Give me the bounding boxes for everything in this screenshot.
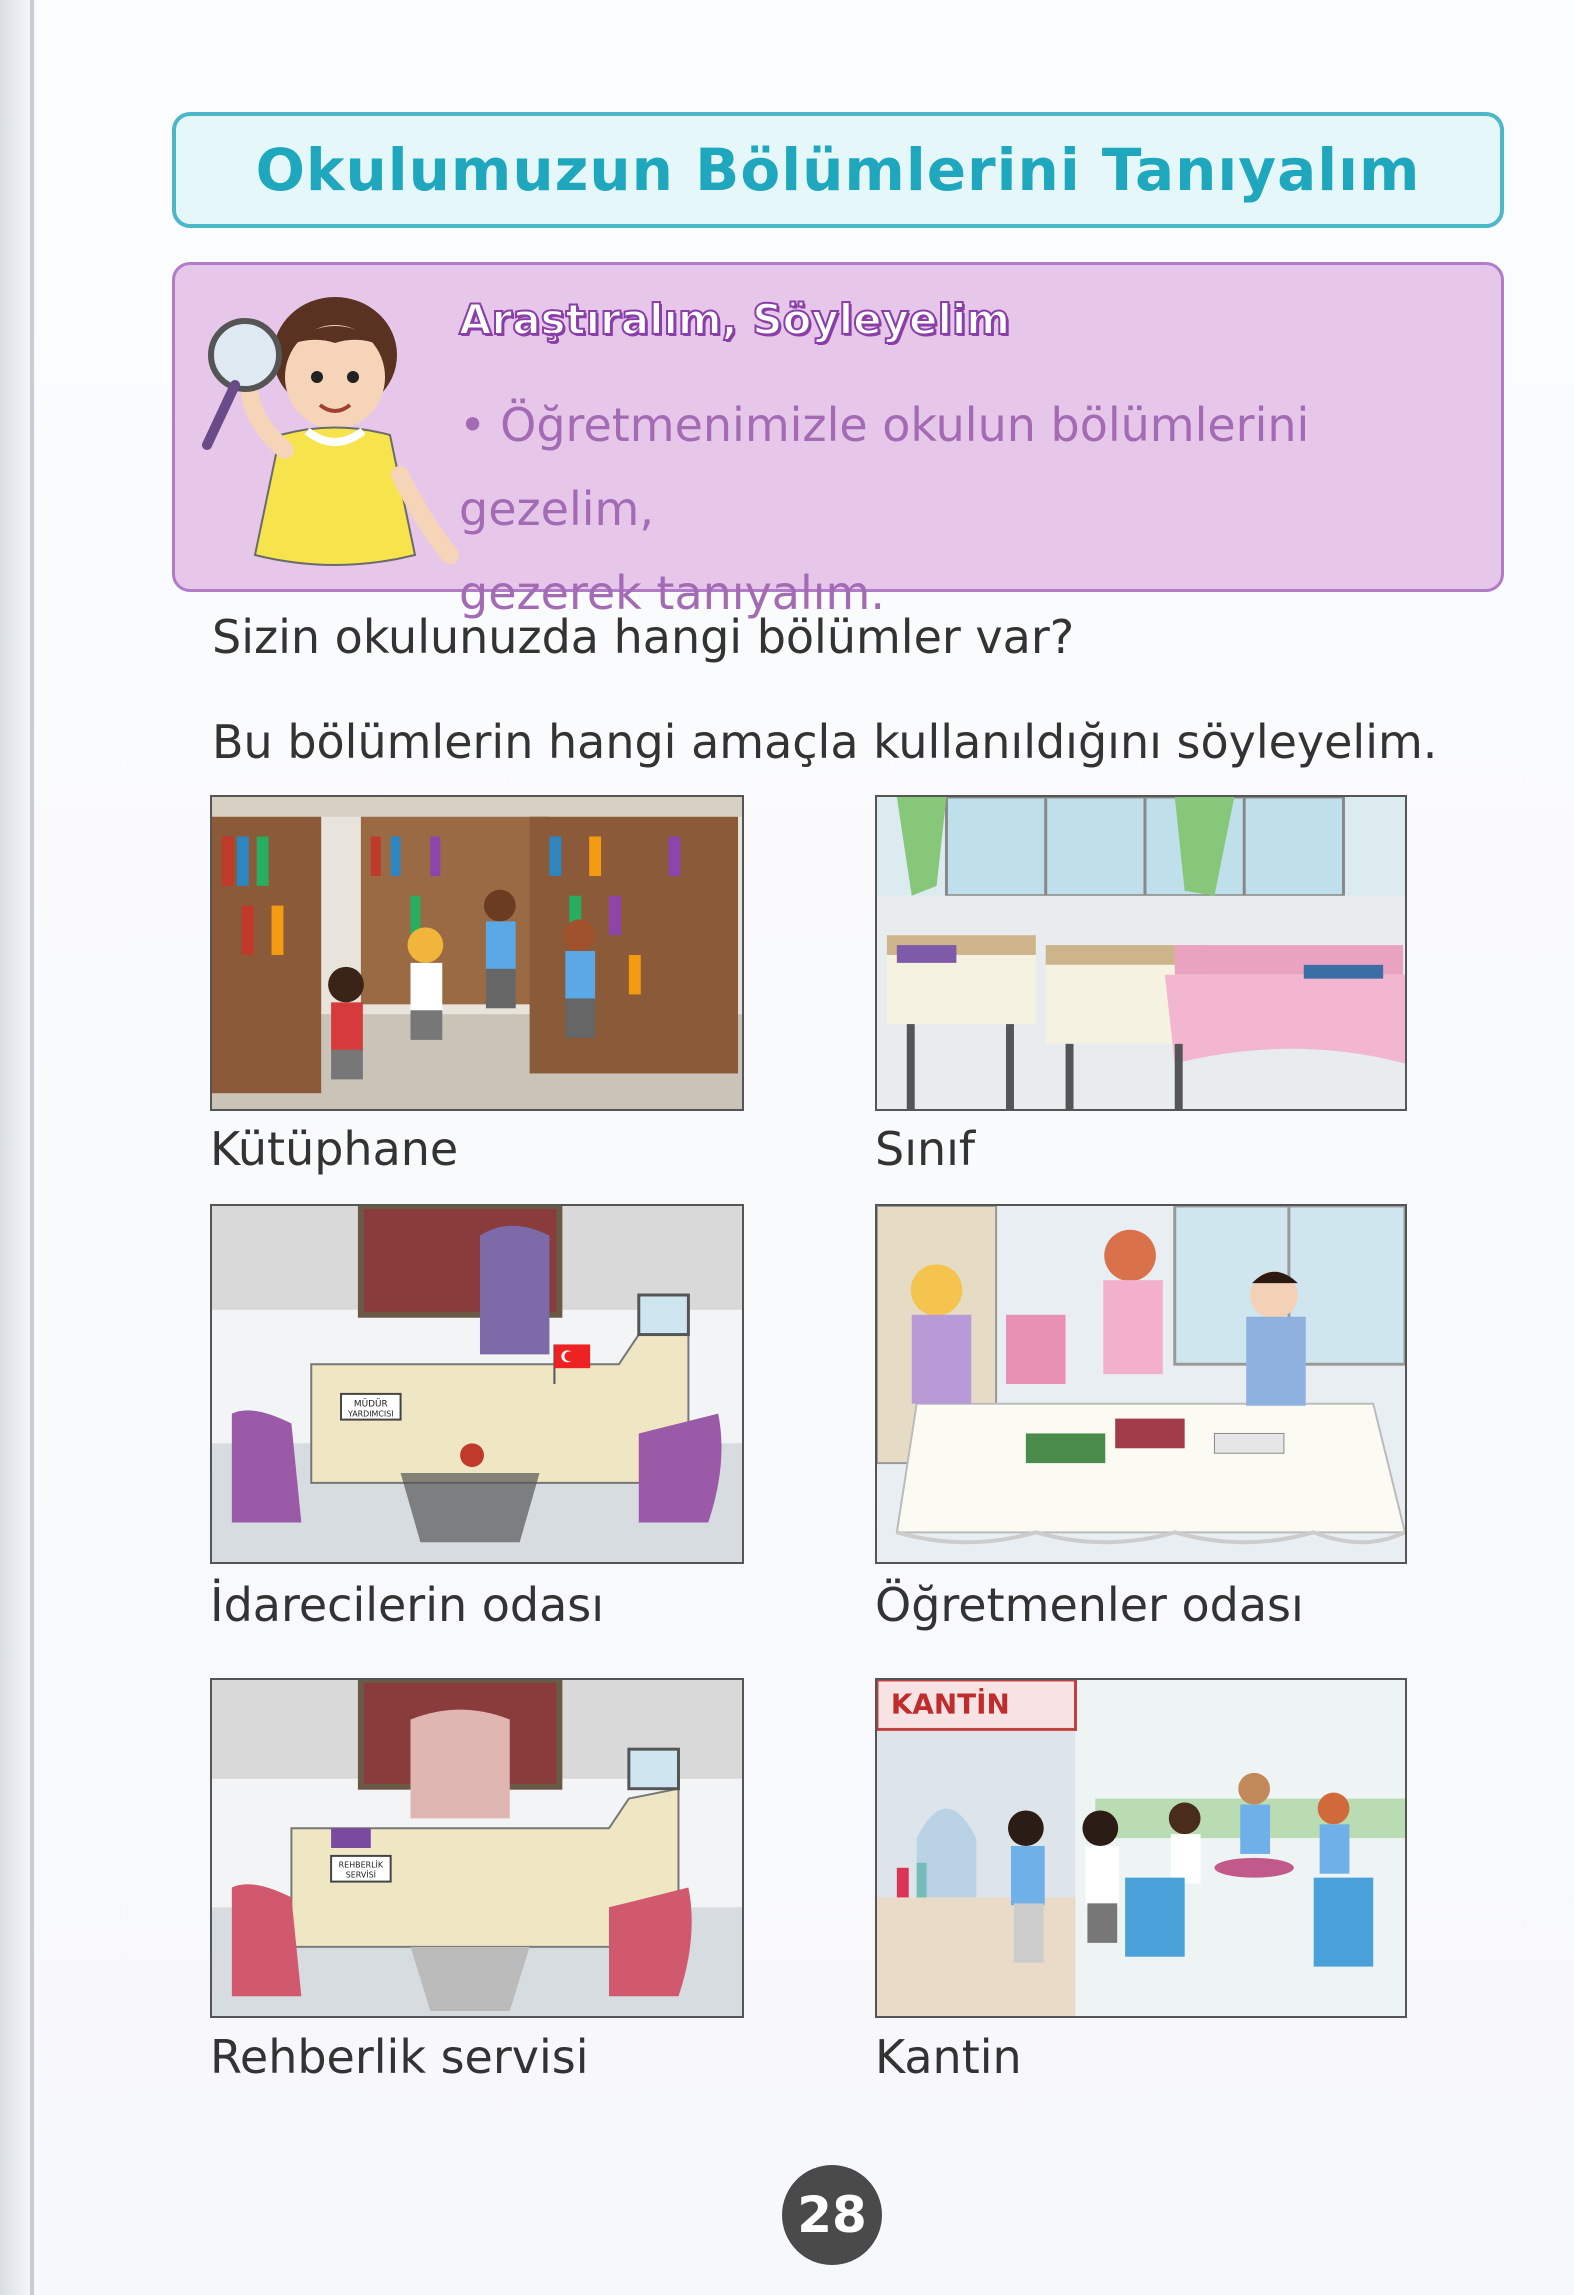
svg-text:MÜDÜR: MÜDÜR [353,1399,388,1410]
caption-canteen: Kantin [875,2030,1022,2084]
page-number: 28 [782,2165,882,2265]
activity-heading: Araştıralım, Söyleyelim [459,295,1011,344]
classroom-illustration [875,795,1407,1111]
activity-text [459,383,1479,635]
activity-text-line2: gezerek tanıyalım. [459,566,885,620]
teachers-room-illustration [875,1204,1407,1564]
title-banner [172,112,1504,228]
svg-text:YARDIMCISI: YARDIMCISI [347,1409,394,1419]
boy-with-magnifier-illustration [185,285,465,585]
page-title: Okulumuzun Bölümlerini Tanıyalım [255,136,1421,204]
question-1: Sizin okulunuzda hangi bölümler var? [212,610,1075,664]
library-illustration [210,795,744,1111]
svg-text:REHBERLİK: REHBERLİK [338,1860,384,1870]
caption-guidance-service: Rehberlik servisi [210,2030,589,2084]
canteen-illustration [875,1678,1407,2018]
caption-administrators-office: İdarecilerin odası [210,1578,605,1632]
caption-classroom: Sınıf [875,1122,976,1176]
bullet-icon: • [459,398,487,452]
svg-text:SERVİSİ: SERVİSİ [345,1870,376,1880]
canteen-sign: KANTİN [890,1687,1010,1721]
administrators-office-illustration [210,1204,744,1564]
activity-box [172,262,1504,620]
guidance-service-illustration [210,1678,744,2018]
page-binding [30,0,34,2295]
caption-teachers-room: Öğretmenler odası [875,1578,1304,1632]
caption-library: Kütüphane [210,1122,459,1176]
question-2: Bu bölümlerin hangi amaçla kullanıldığını söyleyelim. [212,715,1438,769]
activity-text-line1: Öğretmenimizle okulun bölümlerini gezelim, [459,398,1310,536]
